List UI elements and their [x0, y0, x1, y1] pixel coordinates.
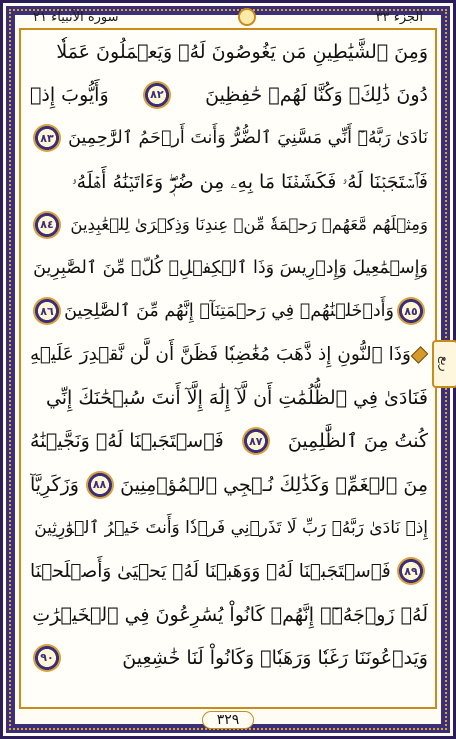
text-line [30, 506, 428, 549]
ayah-number-marker: ٨٧ [242, 427, 270, 455]
text-line [30, 117, 428, 160]
surah-label: سورة الأنبياء ٢١ [33, 9, 119, 25]
text-line [30, 160, 428, 203]
verse-text: إِذۡ نَادَىٰ رَبَّهُۥ رَبِّ لَا تَذَرۡنِي فَرۡدٗا وَأَنتَ خَيۡرُ ٱلۡوَٰرِثِينَ [34, 518, 428, 539]
ayah-number-marker: ٨٤ [33, 211, 61, 239]
verse-text: فَٱسۡتَجَبۡنَا لَهُۥ وَنَجَّيۡنَٰهُ [30, 430, 224, 453]
ayah-number-marker: ٩٠ [33, 644, 61, 672]
page-number [0, 711, 456, 729]
quran-text [30, 30, 428, 706]
verse-text: نَادَىٰ رَبَّهُۥٓ أَنِّي مَسَّنِيَ ٱلضُّرُّ وَأَنتَ أَرۡحَمُ ٱلرَّٰحِمِينَ [68, 128, 428, 149]
verse-text: فَٱسۡتَجَبۡنَا لَهُۥ وَوَهَبۡنَا لَهُۥ يَحۡيَىٰ وَأَصۡلَحۡنَا [30, 560, 391, 582]
text-line [30, 333, 428, 376]
juz-label: الجزء ٣٣ [375, 9, 423, 25]
text-line [30, 30, 428, 73]
ayah-number-marker: ٨٩ [397, 557, 425, 585]
ayah-number-marker: ٨٢ [143, 81, 171, 109]
text-line [30, 246, 428, 289]
verse-text: وَإِسۡمَٰعِيلَ وَإِدۡرِيسَ وَذَا ٱلۡكِفۡلِۖ كُلّٞ مِّنَ ٱلصَّٰبِرِينَ [33, 258, 428, 279]
page-number-value: ٣٢٩ [202, 711, 255, 729]
header-ornament-icon [238, 8, 256, 26]
text-line [30, 593, 428, 636]
verse-text: فَنَادَىٰ فِي ٱلظُّلُمَٰتِ أَن لَّآ إِلَٰهَ إِلَّآ أَنتَ سُبۡحَٰنَكَ إِنِّي [45, 387, 428, 410]
verse-text: مِنَ ٱلۡغَمِّۚ وَكَذَٰلِكَ نُـۨجِي ٱلۡمُؤۡمِنِينَ [120, 473, 428, 496]
verse-text: فَٱسۡتَجَبۡنَا لَهُۥ فَكَشَفۡنَا مَا بِهِۦ مِن ضُرّٖۖ وَءَاتَيۡنَٰهُ أَهۡلَهُۥ [71, 170, 428, 193]
text-line [30, 636, 428, 679]
text-line [30, 290, 428, 333]
page-header [19, 6, 437, 28]
text-line [30, 73, 428, 116]
verse-text: وَزَكَرِيَّآ [30, 473, 79, 496]
text-line [30, 463, 428, 506]
ayah-number-marker: ٨٦ [33, 297, 61, 325]
ayah-number-marker: ٨٥ [397, 297, 425, 325]
text-line [30, 550, 428, 593]
verse-text: وَذَا ٱلنُّونِ إِذ ذَّهَبَ مُغَٰضِبٗا فَظَنَّ أَن لَّن نَّقۡدِرَ عَلَيۡهِ [30, 344, 411, 366]
rub-marker-tab [432, 340, 456, 388]
text-line [30, 203, 428, 246]
text-line [30, 376, 428, 419]
verse-text: وَيَدۡعُونَنَا رَغَبٗا وَرَهَبٗاۖ وَكَانُواْ لَنَا خَٰشِعِينَ [122, 646, 428, 669]
text-line [30, 420, 428, 463]
verse-text: وَأَدۡخَلۡنَٰهُمۡ فِي رَحۡمَتِنَآۖ إِنَّهُم مِّنَ ٱلصَّٰلِحِينَ [64, 301, 394, 322]
verse-text: دُونَ ذَٰلِكَۖ وَكُنَّا لَهُمۡ حَٰفِظِينَ [205, 83, 428, 106]
rub-label: ربع [438, 356, 452, 372]
ayah-number-marker: ٨٣ [33, 124, 61, 152]
verse-text: لَهُۥ زَوۡجَهُۥٓۚ إِنَّهُمۡ كَانُواْ يُسَٰرِعُونَ فِي ٱلۡخَيۡرَٰتِ [32, 603, 428, 626]
ayah-number-marker: ٨٨ [86, 471, 114, 499]
verse-text: وَمِثۡلَهُم مَّعَهُمۡ رَحۡمَةٗ مِّنۡ عِندِنَا وَذِكۡرَىٰ لِلۡعَٰبِدِينَ [70, 215, 428, 235]
verse-text: وَأَيُّوبَ إِذۡ [30, 83, 109, 106]
verse-text: كُنتُ مِنَ ٱلظَّٰلِمِينَ [287, 430, 428, 453]
verse-text: وَمِنَ ٱلشَّيَٰطِينِ مَن يَغُوصُونَ لَهُۥ وَيَعۡمَلُونَ عَمَلٗا [56, 40, 428, 63]
hizb-star-icon [411, 346, 428, 364]
